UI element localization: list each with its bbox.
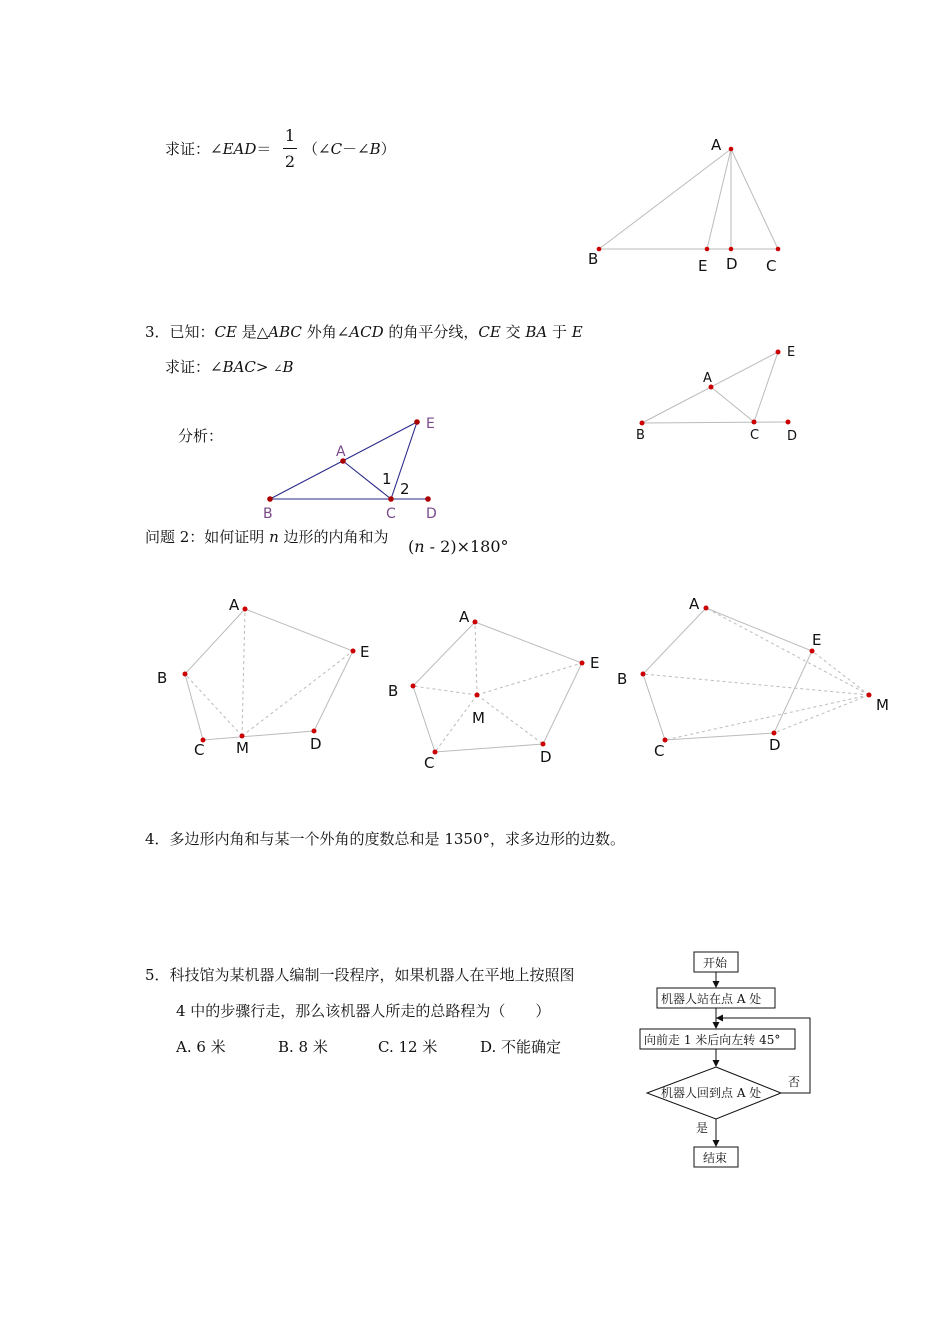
point-a	[704, 606, 709, 611]
point-d	[772, 731, 777, 736]
label-d: D	[310, 735, 322, 753]
figure-triangle-abc-ead	[580, 130, 800, 280]
label-b: B	[617, 670, 628, 688]
problem3-bisector: 的角平分线，	[383, 323, 479, 341]
label-d: D	[769, 736, 781, 754]
label-e: E	[787, 345, 796, 360]
proof-rhs	[303, 139, 396, 159]
figure-pentagon-m-inside	[385, 600, 615, 780]
label-c: C	[654, 742, 665, 760]
problem5-line1: 5．科技馆为某机器人编制一段程序，如果机器人在平地上按照图	[145, 966, 575, 984]
label-a: A	[229, 596, 240, 614]
point-m	[240, 734, 245, 739]
point-c	[776, 247, 781, 252]
point-b	[267, 496, 273, 502]
point-d	[541, 742, 546, 747]
prove-angle-sign: ∠	[273, 362, 283, 375]
point-e	[810, 649, 815, 654]
flow-step1-label: 机器人站在点 A 处	[661, 992, 762, 1006]
proof-angle-b: B	[369, 140, 381, 158]
problem3-is: 是△	[236, 323, 269, 341]
flowchart	[630, 945, 830, 1175]
point-b	[183, 672, 188, 677]
problem3-ce-2: CE	[478, 323, 501, 341]
proof-angle-c: C	[330, 140, 343, 158]
problem3-intersect: 交	[500, 323, 526, 341]
problem3-at: 于	[547, 323, 572, 341]
point-e	[351, 649, 356, 654]
point-a	[729, 147, 734, 152]
label-b: B	[388, 682, 399, 700]
formula-rest: - 2)×180°	[424, 537, 509, 556]
figure-analysis-triangle	[250, 410, 450, 525]
label-e: E	[698, 257, 708, 275]
question2-text	[145, 527, 389, 547]
label-a: A	[703, 371, 712, 386]
figure-pentagon-m-on-side	[150, 590, 390, 770]
formula-n: n	[414, 537, 425, 556]
problem3-acd: ACD	[349, 323, 384, 341]
prove-gt: >	[255, 358, 274, 376]
fraction-bar	[283, 148, 297, 149]
label-e: E	[812, 631, 822, 649]
prove-prefix: 求证：∠	[165, 358, 223, 376]
point-a	[473, 620, 478, 625]
prove-bac: BAC	[222, 358, 256, 376]
question2-formula	[408, 537, 509, 557]
proof-statement	[165, 139, 271, 159]
label-m: M	[876, 696, 889, 714]
flow-end-label: 结束	[703, 1151, 728, 1165]
label-b: B	[636, 428, 645, 443]
label-c: C	[424, 754, 435, 772]
label-c: C	[750, 428, 760, 443]
label-m: M	[472, 709, 485, 727]
label-d: D	[540, 748, 552, 766]
flow-start-label: 开始	[703, 956, 728, 970]
proof-close: ）	[380, 140, 396, 158]
label-d: D	[787, 429, 798, 444]
proof-equals: ＝	[256, 140, 272, 158]
point-c	[388, 496, 394, 502]
label-a: A	[336, 444, 346, 460]
point-b	[641, 672, 646, 677]
point-e	[776, 350, 781, 355]
flow-yes-label: 是	[696, 1121, 709, 1135]
option-b[interactable]: B. 8 米	[278, 1038, 328, 1056]
flow-no-label: 否	[788, 1075, 801, 1089]
label-e: E	[426, 416, 435, 432]
option-d[interactable]: D. 不能确定	[480, 1038, 562, 1056]
label-c: C	[766, 257, 777, 275]
point-a	[243, 607, 248, 612]
problem3-e: E	[571, 323, 583, 341]
point-b	[640, 421, 645, 426]
label-b: B	[263, 506, 273, 522]
fraction-numerator: 1	[284, 126, 296, 145]
label-c: C	[386, 506, 396, 522]
problem3-ce: CE	[214, 323, 237, 341]
prove-b: B	[282, 358, 294, 376]
point-d	[729, 247, 734, 252]
label-angle-1: 1	[382, 470, 392, 488]
problem3-prove	[165, 357, 294, 379]
point-c	[752, 420, 757, 425]
label-e: E	[360, 643, 370, 661]
problem3-given	[145, 322, 583, 342]
point-d	[312, 729, 317, 734]
label-d: D	[726, 255, 738, 273]
label-a: A	[459, 608, 470, 626]
label-angle-2: 2	[400, 480, 410, 498]
point-d	[425, 496, 431, 502]
label-b: B	[157, 669, 168, 687]
problem3-number: 3．已知：	[145, 323, 215, 341]
proof-angle-ead: EAD	[222, 140, 257, 158]
label-e: E	[590, 654, 600, 672]
point-m	[867, 693, 872, 698]
option-c[interactable]: C. 12 米	[378, 1038, 438, 1056]
flow-step2-label: 向前走 1 米后向左转 45°	[644, 1033, 781, 1047]
problem4-text: 4．多边形内角和与某一个外角的度数总和是 1350°，求多边形的边数。	[145, 830, 625, 848]
label-a: A	[689, 595, 700, 613]
problem5-line2: 4 中的步骤行走，那么该机器人所走的总路程为（ ）	[176, 1002, 551, 1020]
question2-n: n	[269, 528, 279, 546]
proof-open: （∠	[303, 140, 331, 158]
proof-minus: －∠	[342, 140, 370, 158]
point-b	[411, 684, 416, 689]
flow-decision-label: 机器人回到点 A 处	[661, 1086, 762, 1100]
label-c: C	[194, 741, 205, 759]
point-e	[705, 247, 710, 252]
fraction-denominator: 2	[284, 152, 296, 171]
label-a: A	[711, 136, 722, 154]
problem3-ext: 外角∠	[301, 323, 350, 341]
proof-prefix: 求证：∠	[165, 140, 223, 158]
formula-open: (	[408, 537, 415, 556]
point-e	[414, 419, 420, 425]
figure-triangle-bisector-right	[630, 340, 800, 450]
question2-prefix: 问题 2：如何证明	[145, 528, 270, 546]
point-d	[786, 420, 791, 425]
figure-pentagon-m-outside	[610, 590, 900, 760]
label-m: M	[236, 739, 249, 757]
question2-suffix: 边形的内角和为	[278, 528, 389, 546]
label-d: D	[426, 506, 437, 522]
problem3-abc: ABC	[268, 323, 302, 341]
option-a[interactable]: A. 6 米	[176, 1038, 226, 1056]
point-e	[580, 661, 585, 666]
point-m	[475, 693, 480, 698]
label-b: B	[588, 250, 599, 268]
problem3-analysis: 分析：	[178, 427, 224, 445]
problem3-ba: BA	[525, 323, 548, 341]
